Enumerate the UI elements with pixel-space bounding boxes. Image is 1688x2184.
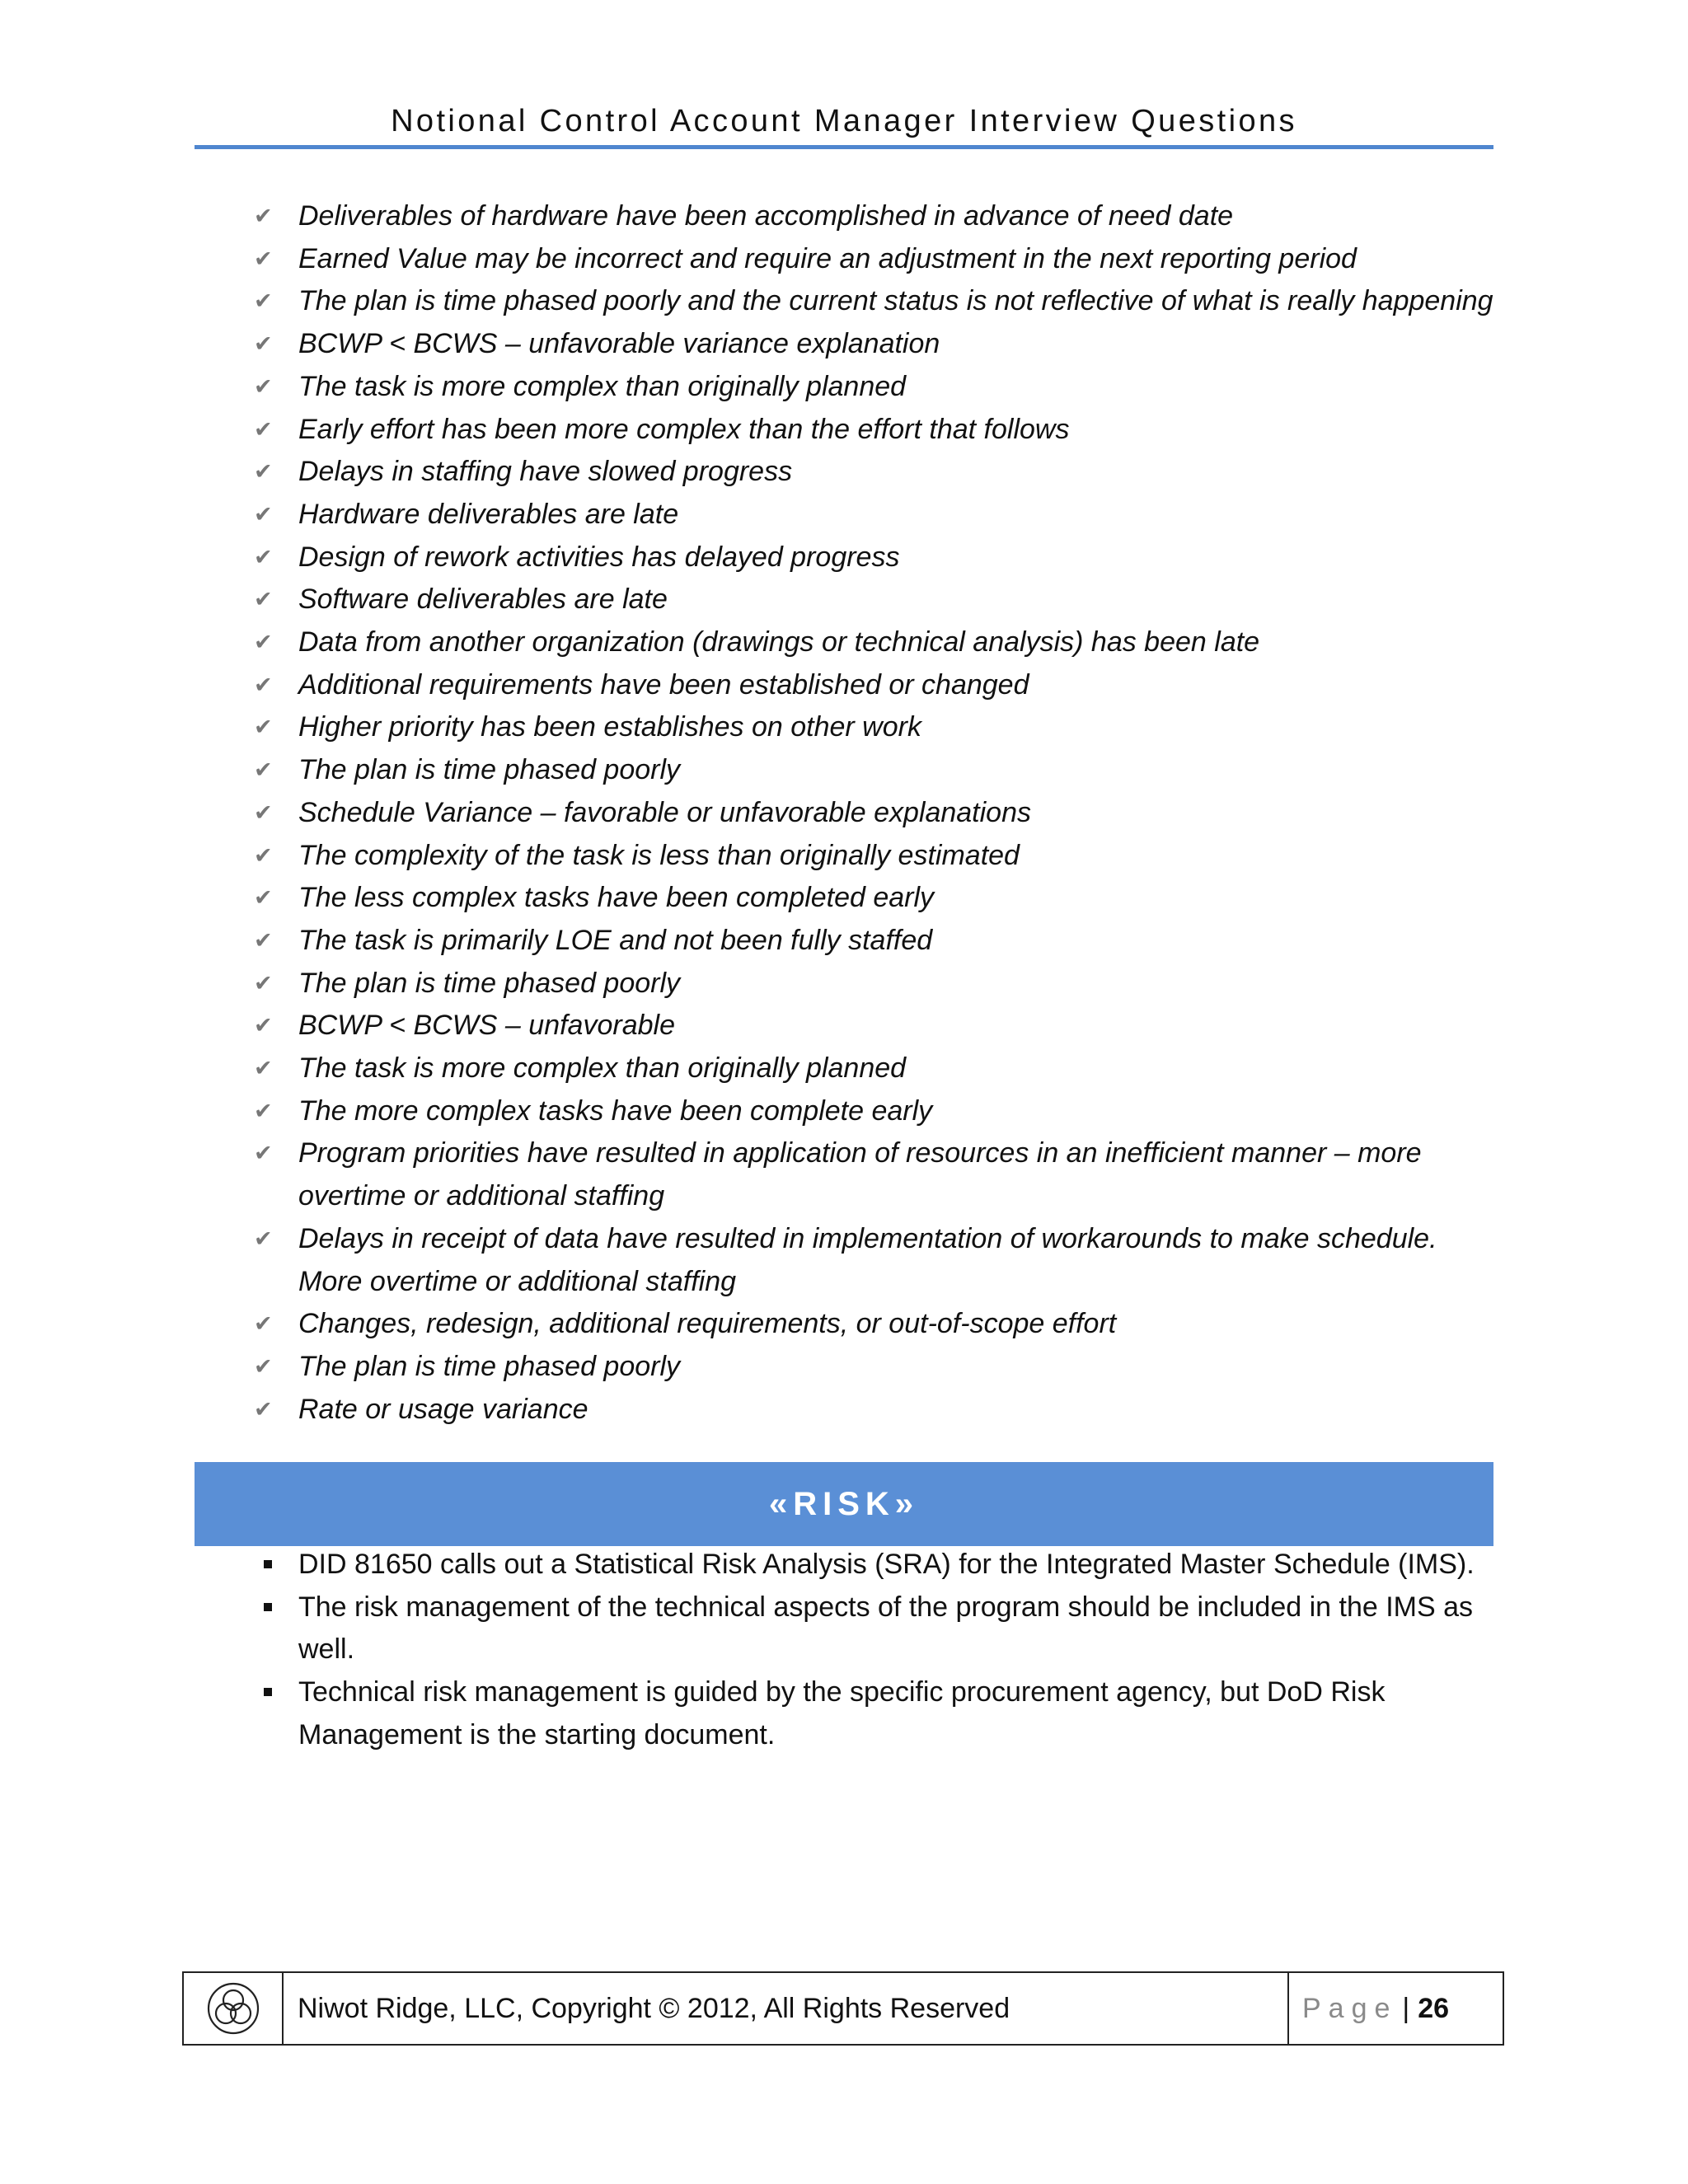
checklist-item-text: Changes, redesign, additional requirements, or out-of-scope effort <box>298 1308 1117 1340</box>
checklist-item <box>247 323 1508 366</box>
checkmark-icon: ✔ <box>254 246 273 271</box>
checklist-item-text: Delays in staffing have slowed progress <box>298 456 793 488</box>
checkmark-icon: ✔ <box>254 1098 273 1123</box>
checklist-item-text: Deliverables of hardware have been accomplished in advance of need date <box>298 200 1234 232</box>
checklist-item-text: The task is more complex than originally planned <box>298 1052 907 1085</box>
checklist-item <box>247 1090 1508 1133</box>
checklist-item <box>247 366 1508 409</box>
checklist-item-text: Higher priority has been establishes on other work <box>298 711 921 743</box>
risk-list-item <box>247 1544 1484 1586</box>
checkmark-icon: ✔ <box>254 630 273 655</box>
checklist-item <box>247 1303 1508 1346</box>
checklist-item-text: Data from another organization (drawings or technical analysis) has been late <box>298 626 1260 658</box>
risk-list-item-text: Technical risk management is guided by the specific procurement agency, but DoD Risk Management is the starting document. <box>298 1676 1386 1750</box>
square-bullet-icon <box>264 1688 272 1696</box>
checklist-item-text: Additional requirements have been established or changed <box>298 668 1029 701</box>
checklist-item <box>247 664 1508 707</box>
checklist-item-text: Earned Value may be incorrect and require an adjustment in the next reporting period <box>298 242 1357 274</box>
checkmark-icon: ✔ <box>254 1013 273 1038</box>
checklist-item <box>247 706 1508 749</box>
page-separator: | <box>1402 1992 1410 2024</box>
checklist-item <box>247 1389 1508 1432</box>
checkmark-icon: ✔ <box>254 1226 273 1251</box>
risk-list-item <box>247 1671 1484 1756</box>
risk-list-item-text: The risk management of the technical aspects of the program should be included in the IMS as well. <box>298 1591 1474 1666</box>
checklist-item <box>247 451 1508 494</box>
checklist-item-text: Early effort has been more complex than the effort that follows <box>298 413 1070 445</box>
checklist-item-text: The more complex tasks have been complete early <box>298 1094 933 1127</box>
checklist-item <box>247 920 1508 963</box>
checklist-item <box>247 195 1508 238</box>
checkmark-icon: ✔ <box>254 331 273 357</box>
checkmark-icon: ✔ <box>254 927 273 953</box>
checkmark-icon: ✔ <box>254 799 273 825</box>
checklist-item-text: The plan is time phased poorly <box>298 967 681 999</box>
checkmark-icon: ✔ <box>254 1396 273 1422</box>
checkmark-icon: ✔ <box>254 587 273 612</box>
checkmark-icon: ✔ <box>254 373 273 399</box>
checklist-item-text: Hardware deliverables are late <box>298 498 679 530</box>
checklist-item-text: The plan is time phased poorly <box>298 1350 681 1382</box>
interlocking-rings-logo-icon <box>206 1981 260 2036</box>
checkmark-icon: ✔ <box>254 1353 273 1379</box>
checklist-item <box>247 537 1508 579</box>
footer-logo-cell <box>184 1973 284 2044</box>
checklist-item-text: Program priorities have resulted in application of resources in an inefficient manner – more overtime or additional staffing <box>298 1137 1422 1212</box>
page-header <box>195 97 1493 149</box>
checklist-item <box>247 579 1508 621</box>
checkmark-icon: ✔ <box>254 672 273 697</box>
checklist-item-text: The plan is time phased poorly <box>298 754 681 786</box>
checklist-item <box>247 877 1508 920</box>
checklist-item <box>247 749 1508 792</box>
square-bullet-icon <box>264 1603 272 1611</box>
square-bullet-icon <box>264 1560 272 1568</box>
risk-list-item <box>247 1586 1484 1671</box>
checklist-item <box>247 1005 1508 1047</box>
checklist-item-text: Software deliverables are late <box>298 583 668 616</box>
checklist-item <box>247 792 1508 835</box>
checkmark-icon: ✔ <box>254 1056 273 1081</box>
checkmark-icon: ✔ <box>254 970 273 996</box>
checkmark-icon: ✔ <box>254 416 273 442</box>
checklist-item-text: Rate or usage variance <box>298 1393 588 1425</box>
page-footer <box>182 1971 1504 2046</box>
checkmark-icon: ✔ <box>254 885 273 911</box>
checkmark-icon: ✔ <box>254 757 273 783</box>
checklist-item <box>247 280 1508 323</box>
page-header-title: Notional Control Account Manager Interview Questions <box>391 104 1297 138</box>
checklist-item <box>247 1132 1508 1217</box>
checklist-item <box>247 963 1508 1005</box>
checklist-item <box>247 621 1508 664</box>
risk-list <box>247 1544 1484 1757</box>
checkmark-icon: ✔ <box>254 1141 273 1166</box>
checklist-item <box>247 1346 1508 1389</box>
checkmark-icon: ✔ <box>254 544 273 569</box>
checkmark-icon: ✔ <box>254 288 273 314</box>
checklist-item <box>247 494 1508 537</box>
checklist-item-text: BCWP < BCWS – unfavorable variance explanation <box>298 328 940 360</box>
page-label: Page <box>1302 1992 1398 2024</box>
checkmark-icon: ✔ <box>254 459 273 485</box>
checklist-item <box>247 1218 1508 1303</box>
variance-checklist <box>247 195 1508 1431</box>
checklist-item <box>247 238 1508 281</box>
checklist-item-text: The complexity of the task is less than originally estimated <box>298 839 1020 871</box>
page-number: 26 <box>1418 1992 1450 2024</box>
checklist-item-text: Design of rework activities has delayed progress <box>298 541 900 573</box>
checklist-item-text: BCWP < BCWS – unfavorable <box>298 1010 675 1042</box>
checklist-item-text: The task is primarily LOE and not been fully staffed <box>298 924 933 956</box>
footer-page-indicator <box>1289 1973 1503 2044</box>
checklist-item-text: Schedule Variance – favorable or unfavorable explanations <box>298 796 1031 828</box>
checkmark-icon: ✔ <box>254 501 273 527</box>
checkmark-icon: ✔ <box>254 1311 273 1337</box>
checklist-item <box>247 409 1508 452</box>
risk-list-item-text: DID 81650 calls out a Statistical Risk Analysis (SRA) for the Integrated Master Schedule (IMS). <box>298 1549 1475 1580</box>
checklist-item-text: The task is more complex than originally planned <box>298 370 907 402</box>
risk-section-banner <box>195 1462 1493 1546</box>
footer-copyright: Niwot Ridge, LLC, Copyright © 2012, All Rights Reserved <box>284 1973 1289 2044</box>
checkmark-icon: ✔ <box>254 715 273 740</box>
checklist-item <box>247 1047 1508 1090</box>
checklist-item-text: Delays in receipt of data have resulted in implementation of workarounds to make schedule. More overtime or additional staffing <box>298 1222 1437 1297</box>
checklist-item-text: The less complex tasks have been completed early <box>298 882 935 914</box>
checklist-item-text: The plan is time phased poorly and the current status is not reflective of what is really happening <box>298 285 1493 317</box>
checkmark-icon: ✔ <box>254 842 273 868</box>
checkmark-icon: ✔ <box>254 204 273 228</box>
risk-section-title: «RISK» <box>768 1486 920 1522</box>
checklist-item <box>247 835 1508 878</box>
